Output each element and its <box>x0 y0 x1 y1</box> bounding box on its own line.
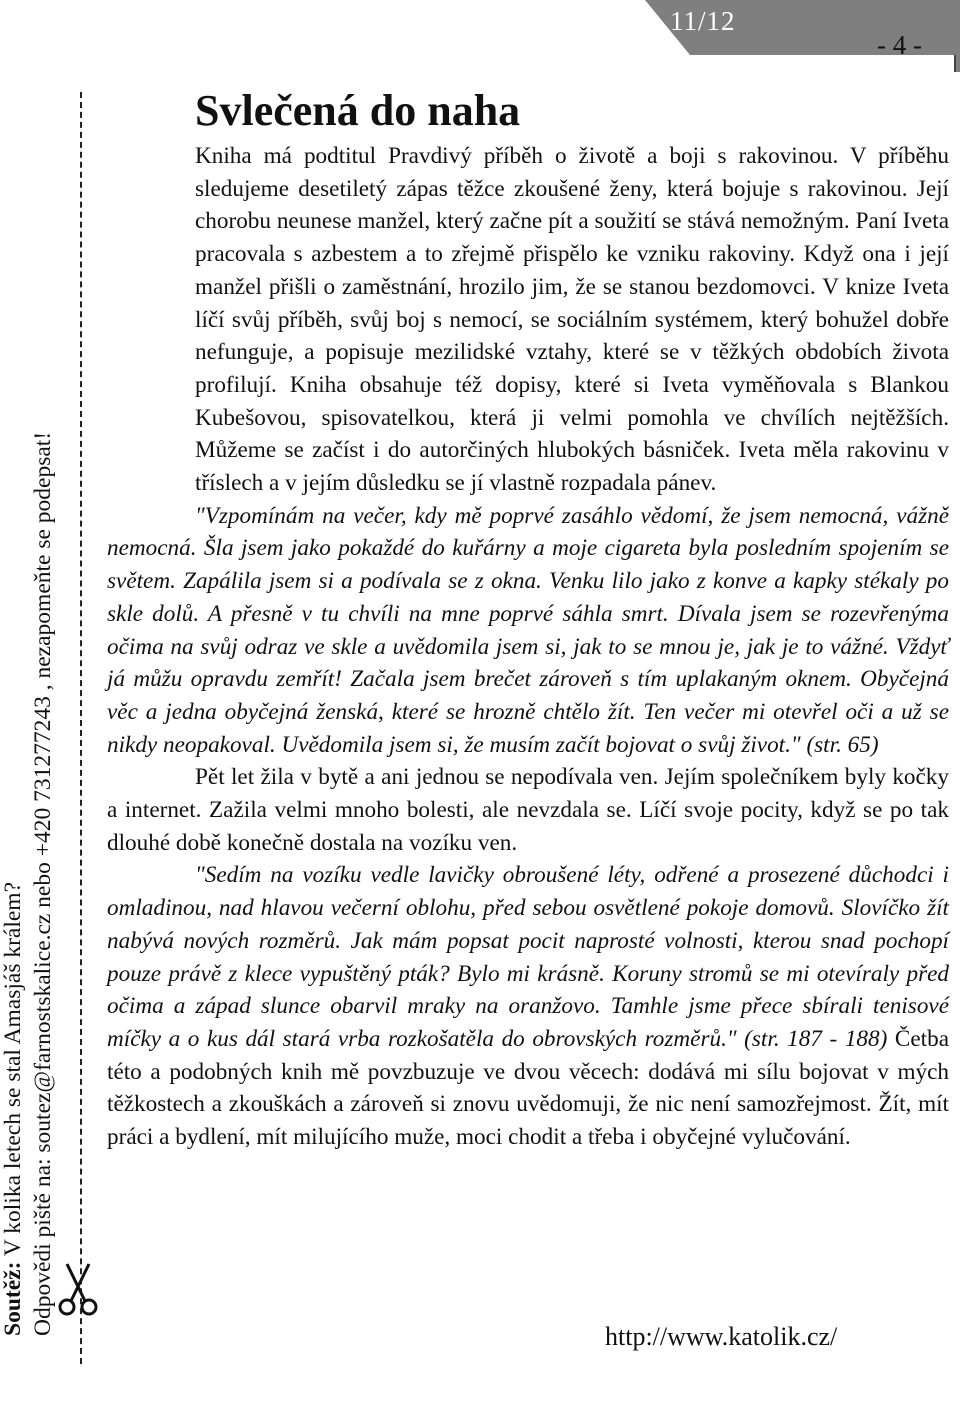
closing-text: Četba této a podobných knih mě povzbuzuje ve dvou věcech: dodává mi sílu bojovat v mých těžkostech a zkouškách a zároveň si znovu uvědomuji, že nic není samozřejmost. Žít, mít práci a bydlení, mít milujícího muže, moci chodit a třeba i obyčejné vylučování. <box>107 1025 949 1151</box>
scissors-icon <box>55 1260 101 1316</box>
contest-label: Soutěž: <box>0 1261 26 1336</box>
quote-paragraph-2 <box>107 859 949 1153</box>
answer-instruction: Odpovědi piště na: soutez@farnostskalice.cz nebo +420 731277243 , nezapomeňte se podepsat! <box>30 431 56 1336</box>
intro-paragraph: Kniha má podtitul Pravdivý příběh o životě a boji s rakovinou. V příběhu sledujeme desetiletý zápas těžce zkoušené ženy, která bojuje s rakovinou. Její chorobu neunese manžel, který začne pít a soužití se stává nemožným. Paní Iveta pracovala s azbestem a to zřejmě přispělo ke vzniku rakoviny. Když ona i její manžel přišli o zaměstnání, hrozilo jim, že se stanou bezdomovci. V knize Iveta líčí svůj příběh, svůj boj s nemocí, se sociálním systémem, který bohužel dobře nefunguje, a popisuje mezilidské vztahy, které se v těžkých obdobích života profilují. Kniha obsahuje též dopisy, které si Iveta vyměňovala s Blankou Kubešovou, spisovatelkou, která ji velmi pomohla ve chvílích nejtěžších. Můžeme se začíst i do autorčiných hlubokých básniček. Iveta měla rakovinu v tříslech a v jejím důsledku se jí vlastně rozpadala pánev. <box>195 143 949 497</box>
page-number: - 4 - <box>877 30 922 60</box>
middle-paragraph: Pět let žila v bytě a ani jednou se nepodívala ven. Jejím společníkem byly kočky a internet. Zažila velmi mnoho bolesti, ale nevzdala se. Líčí svoje pocity, když se po tak dlouhé době konečně dostala na vozíku ven. <box>107 764 949 856</box>
issue-number: 11/12 <box>670 6 736 36</box>
article-title: Svlečená do naha <box>195 86 521 135</box>
contest-question: V kolika letech se stal Amasjáš králem? <box>0 881 26 1262</box>
contest-question-line <box>0 882 27 1336</box>
source-url[interactable]: http://www.katolik.cz/ <box>605 1322 838 1351</box>
article-body <box>107 140 949 1154</box>
quote-2-text: "Sedím na vozíku vedle lavičky obroušené léty, odřené a prosezené důchodci i omladinou, nad hlavou večerní oblohu, před sebou osvětlené pokoje domovů. Slovíčko žít nabývá nových rozměrů. Jak mám popsat pocit naprosté volnosti, kterou snad pochopí pouze právě z klece vypuštěný pták? Bylo mi krásně. Koruny stromů se mi otevíraly před očima a západ slunce obarvil mraky na oranžovo. Tamhle jsme přece sbírali tenisové míčky a o kus dál stará vrba rozkošatěla do obrovských rozměrů." (str. 187 - 188) <box>107 862 949 1052</box>
contest-sidebar <box>0 0 100 1406</box>
quote-paragraph-1: "Vzpomínám na večer, kdy mě poprvé zasáhlo vědomí, že jsem nemocná, vážně nemocná. Šla jsem jako pokaždé do kuřárny a moje cigareta byla posledním spojením se světem. Zapálila jsem si a podívala se z okna. Venku lilo jako z konve a kapky stékaly po skle dolů. A přesně v tu chvíli na mne poprvé sáhla smrt. Dívala jsem se rozevřenýma očima na svůj odraz ve skle a uvědomila jsem si, jak to se mnou je, jak je to vážné. Vždyť já můžu opravdu zemřít! Začala jsem brečet zároveň s tím uplakaným oknem. Obyčejná věc a jedna obyčejná ženská, které se hrozně chtělo žít. Ten večer mi otevřel oči a už se nikdy neopakoval. Uvědomila jsem si, že musím začít bojovat o svůj život." (str. 65) <box>107 502 949 758</box>
cut-line <box>80 92 82 1364</box>
